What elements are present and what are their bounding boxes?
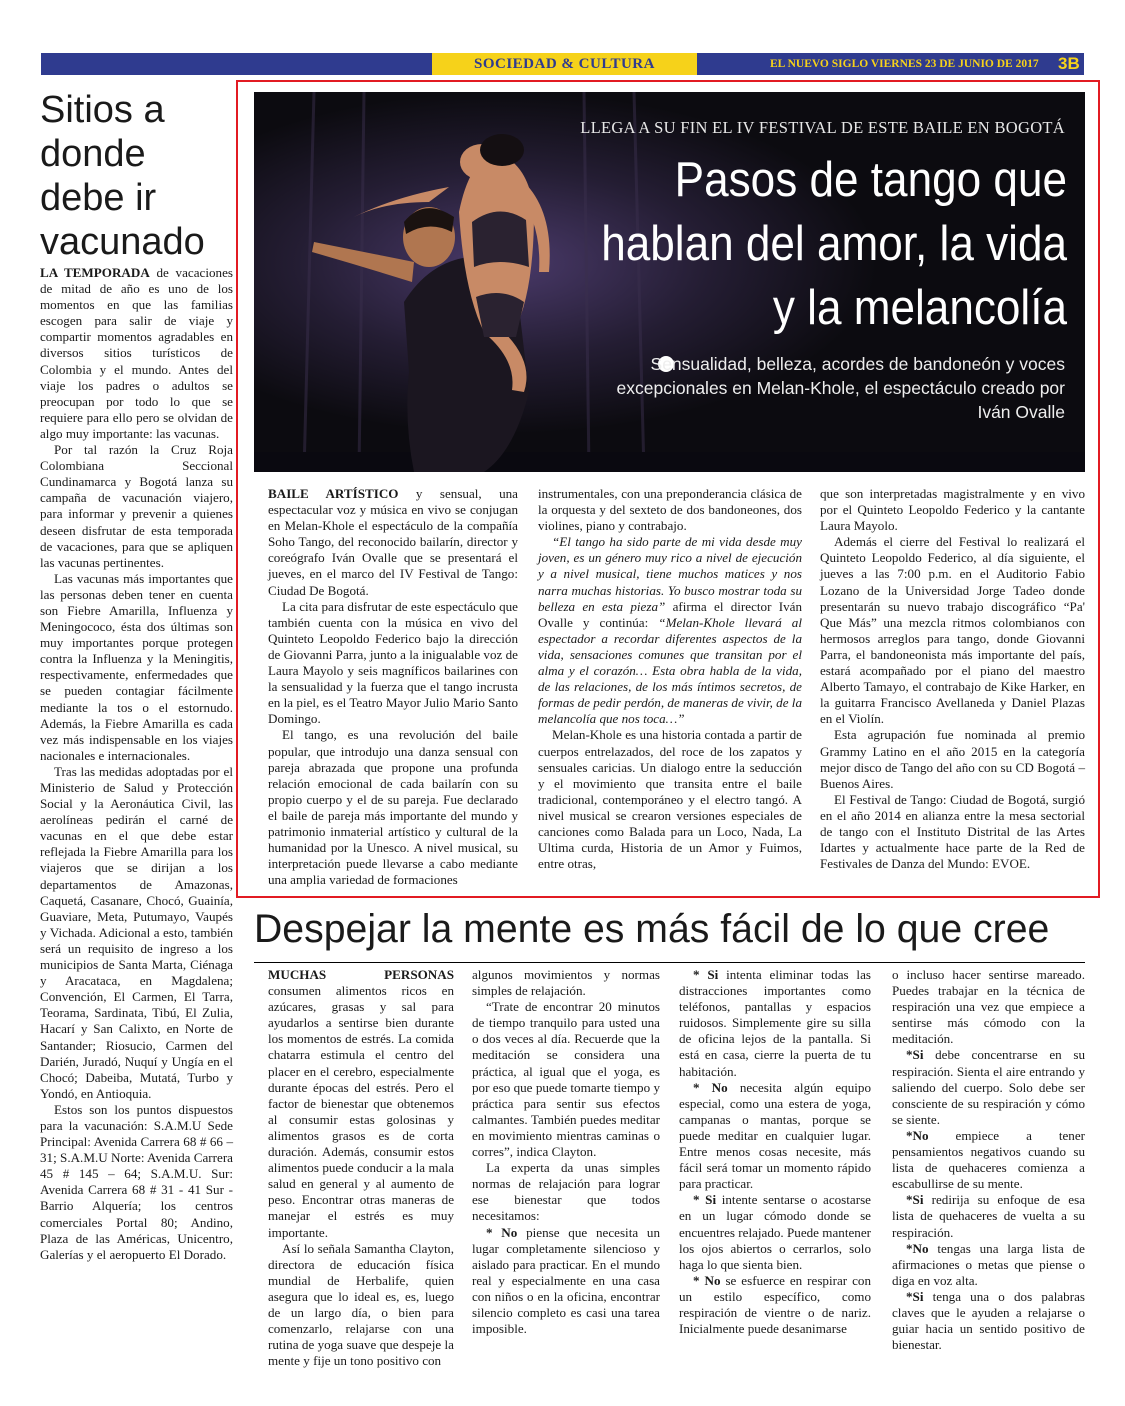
paragraph: empiece a tener pensamientos negativos cuando su lista de quehaceres comienza a escabullirse de su mente.: [892, 1127, 1085, 1192]
feature-deck: Sensualidad, belleza, acordes de bandoneón y voces excepcionales en Melan-Khole, el espectáculo creado por Iván Ovalle: [616, 354, 1065, 422]
feature-headline: Pasos de tango que hablan del amor, la vida y la melancolía: [601, 153, 1067, 335]
bullet-key: * No: [693, 1079, 728, 1095]
section-label: SOCIEDAD & CULTURA: [432, 53, 697, 75]
paragraph: necesita algún equipo especial, como una estera de yoga, campanas o mantas, porque se puede meditar en cualquier lugar. Entre menos cosas necesite, más fácil será tomar un momento rápido para practicar.: [679, 1079, 871, 1192]
paragraph: tengas una larga lista de afirmaciones o metas que piense o diga en voz alta.: [892, 1240, 1085, 1288]
paragraph: intenta eliminar todas las distracciones importantes como teléfonos, pantallas y espacios ruidosos. Simplemente gire su silla de oficina lejos de la pantalla. Si está en casa, cierre la puerta de tu habitación.: [679, 967, 871, 1079]
paragraph: consumen alimentos ricos en azúcares, grasas y sal para ayudarlos a sentirse bien durante los momentos de estrés. La comida chatarra estimula el centro del placer en el cerebro, especialmente durante épocas del estrés. Pero el factor de bienestar que obtenemos al consumir estas golosinas y alimentos grasos es de corta duración. Además, consumir estos alimentos puede conducir a la mala salud en general y al aumento de peso. Encontrar otras maneras de manejar el estrés es muy importante.: [268, 983, 454, 1240]
bullet-key: * No: [486, 1224, 518, 1240]
left-article-body: [40, 265, 233, 1263]
bullet-key: * No: [693, 1272, 721, 1288]
paragraph: La experta da unas simples normas de relajación para lograr ese bienestar que todos necesitamos:: [472, 1160, 660, 1224]
paragraph: de vacaciones de mitad de año es uno de los momentos en que las familias escogen para salir de viaje y compartir momentos agradables en diversos sitios turísticos de Colombia y el mundo. Antes del viaje los padres o adultos se preocupan por todo lo que se requiere para ello pero se olvidan de algo muy importante: las vacunas.: [40, 265, 233, 441]
bottom-column-4: [892, 967, 1085, 1353]
paragraph: Así lo señala Samantha Clayton, directora de educación física mundial de Herbalife, quien asegura que lo ideal es, es, luego de un largo día, o bien para comenzarlo, relajarse con una rutina de yoga suave que despeje la mente y fije un tono positivo con: [268, 1240, 454, 1369]
paragraph: Las vacunas más importantes que las personas deben tener en cuenta son Fiebre Amarilla, Influenza y Meningococo, ésta dos últimas son muy importantes porque protegen contra la Influenza y la Meningitis, respectivamente, enfermedades que se pueden contagiar fácilmente mediante la tos o el estornudo. Además, la Fiebre Amarilla es cada vez más indispensable en los viajes nacionales e internacionales.: [40, 570, 233, 763]
quote: “El tango ha sido parte de mi vida desde muy joven, es un género muy rico a nivel de ejecución y a nivel musical, tiene muchos matices y nos narra muchas historias. Yo busco mostrar toda su belleza en esta pieza”: [538, 534, 802, 614]
paragraph: Por tal razón la Cruz Roja Colombiana Seccional Cundinamarca y Bogotá lanza su campaña de vacunación viajero, para informar y prevenir a quienes deseen disfrutar de esta temporada de vacaciones, para que se apliquen las vacunas pertinentes.: [40, 442, 233, 570]
bottom-column-3: [679, 967, 871, 1337]
paragraph: Estos son los puntos dispuestos para la vacunación: S.A.M.U Sede Principal: Avenida Carrera 68 # 66 – 31; S.A.M.U Norte: Avenida Carrera 45 # 145 – 64; S.A.M.U. Sur: Avenida Carrera 68 # 31 - 41 Sur - Barrio Alquería; los centros comerciales Portal 80; Andino, Plaza de las Américas, Unicentro, Galerías y el aeropuerto El Dorado.: [40, 1101, 233, 1262]
paragraph: Melan-Khole es una historia contada a partir de cuerpos entrelazados, del roce de los zapatos y sensuales caricias. Un dialogo entre la seducción y el movimiento que transita entre el baile tradicional, contemporáneo y el electro tangó. A nivel musical se crearon versiones especiales de canciones como Balada para un Loco, Nada, La Ultima curda, Historia de un Amor y Fuimos, entre otras,: [538, 727, 802, 872]
bullet-key: * Si: [693, 1192, 717, 1208]
left-article-lead: LA TEMPORADA: [40, 265, 150, 280]
paragraph: se esfuerce en respirar con un estilo específico, como respiración de vientre o de nariz. Inicialmente puede desanimarse: [679, 1272, 871, 1337]
feature-lead: BAILE ARTÍSTICO: [268, 486, 399, 501]
paragraph: Además el cierre del Festival lo realizará el Quinteto Leopoldo Federico, al día siguiente, el jueves a las 7:00 p.m. en el Auditorio Fabio Lozano de la Universidad Jorge Tadeo donde presentarán su nuevo trabajo discográfico “Pa' Que Más” una mezcla ritmos colombianos con hermosos arreglos para tango, donde Giovanni Parra, el bandoneonista más importante del país, estará acompañado por el piano del maestro Alberto Tamayo, el contrabajo de Kike Harker, en la guitarra Francisco Avellaneda y Daniel Plazas en el Violín.: [820, 534, 1085, 727]
paragraph: algunos movimientos y normas simples de relajación.: [472, 967, 660, 999]
feature-column-3: [820, 486, 1085, 872]
feature-column-2: [538, 486, 802, 872]
bullet-key: *Si: [906, 1192, 924, 1208]
bullet-key: *Si: [906, 1288, 924, 1304]
bottom-article-headline: Despejar la mente es más fácil de lo que cree: [254, 907, 1050, 951]
bullet-key: * Si: [693, 967, 719, 982]
bullet-key: *Si: [906, 1047, 924, 1063]
feature-kicker: LLEGA A SU FIN EL IV FESTIVAL DE ESTE BAILE EN BOGOTÁ: [580, 118, 1065, 137]
paragraph: Esta agrupación fue nominada al premio Grammy Latino en el año 2015 en la categoría mejor disco de Tango del año con su CD Bogotá – Buenos Aires.: [820, 727, 1085, 791]
paragraph: piense que necesita un lugar completamente silencioso y aislado para practicar. En el mundo real y especialmente en una casa con niños o en la oficina, encontrar silencio completo es casi una tarea imposible.: [472, 1224, 660, 1337]
paragraph: afirma el director Iván Ovalle y continúa:: [538, 598, 802, 630]
feature-column-1: [268, 486, 518, 888]
paragraph: intente sentarse o acostarse en un lugar cómodo donde se encuentres relajado. Puede mantener los ojos abiertos o cerrarlos, solo haga lo que sienta bien.: [679, 1192, 871, 1272]
paragraph: La cita para disfrutar de este espectáculo que también cuenta con la música en vivo del Quinteto Leopoldo Federico bajo la dirección de Giovanni Parra, junto a la inigualable voz de Laura Mayolo y seis magníficos bailarines con la sensualidad y la fuerza que el tango incrusta en la piel, es el Teatro Mayor Julio Mario Santo Domingo.: [268, 598, 518, 727]
divider: [254, 962, 1085, 963]
paragraph: Tras las medidas adoptadas por el Ministerio de Salud y Protección Social y la Aeronáutica Civil, las aerolíneas pedirán el carné de vacunas en el que debe estar reflejada la Fiebre Amarilla para los viajeros que se dirijan a los departamentos de Amazonas, Caquetá, Casanare, Chocó, Guainía, Guaviare, Meta, Putumayo, Vaupés y Vichada. Adicional a esto, también será un requisito de ingreso a los municipios de Santa Marta, Ciénaga y Aracataca, en Magdalena; Convención, El Carmen, El Tarra, Teorama, Sardinata, Tibú, El Zulia, Hacarí y San Calixto, en Norte de Santander; Riosucio, Carmen del Darién, Juradó, Nuquí y Ungía en el Chocó; Dabeiba, Mutatá, Turbo y Yondó, en Antioquia.: [40, 763, 233, 1101]
left-article-title: Sitios a donde debe ir vacunado: [40, 89, 205, 263]
bottom-column-1: [268, 967, 454, 1369]
bottom-lead: MUCHAS PERSONAS: [268, 967, 454, 982]
paragraph: “Trate de encontrar 20 minutos de tiempo tranquilo para usted una o dos veces al día. Recuerde que la meditación se considera una práctica, al igual que el yoga, es por eso que puede tomarte tiempo y práctica para sentir sus efectos calmantes. También puedes meditar en movimiento mientras caminas o corres”, indica Clayton.: [472, 999, 660, 1160]
paragraph: y sensual, una espectacular voz y música en vivo se conjugan en Melan-Khole el espectáculo de la compañía Soho Tango, del reconocido bailarín, director y coreógrafo Iván Ovalle que se presentará el jueves, en el marco del IV Festival de Tango: Ciudad De Bogotá.: [268, 486, 518, 598]
paragraph: El Festival de Tango: Ciudad de Bogotá, surgió en el año 2014 en alianza entre la mesa sectorial de tango con el Instituto Distrital de las Artes Idartes y actualmente hace parte de la Red de Festivales de Danza del Mundo: EVOE.: [820, 791, 1085, 872]
paragraph: El tango, es una revolución del baile popular, que introdujo una danza sensual con pareja abrazada que propone una profunda relación emocional de cada bailarín con su propio cuerpo y el de su pareja. Fue declarado el baile de pareja más importante del mundo y patrimonio inmaterial artístico y cultural de la humanidad por la Unesco. A nivel musical, su interpretación puede llevarse a cabo mediante una amplia variedad de formaciones: [268, 727, 518, 888]
bullet-key: *No: [906, 1127, 929, 1143]
paragraph: redirija su enfoque de esa lista de quehaceres de vuelta a su respiración.: [892, 1192, 1085, 1240]
dateline: EL NUEVO SIGLO VIERNES 23 DE JUNIO DE 2017: [770, 58, 1039, 70]
bottom-column-2: [472, 967, 660, 1337]
paragraph: instrumentales, con una preponderancia clásica de la orquesta y del sexteto de dos bandoneones, dos violines, piano y contrabajo.: [538, 486, 802, 534]
bullet-key: *No: [906, 1240, 929, 1256]
page-number: 3B: [1058, 54, 1080, 73]
paragraph: debe concentrarse en su respiración. Sienta el aire entrando y saliendo del cuerpo. Solo debe ser consciente de su respiración y cómo se siente.: [892, 1047, 1085, 1127]
quote: “Melan-Khole llevará al espectador a recordar diferentes aspectos de la vida, sensaciones comunes que transitan por el alma y el corazón… Esta obra habla de la vida, de las relaciones, de los más íntimos secretos, de formas de pedir perdón, de maneras de vivir, de la melancolía que nos toca…”: [538, 614, 802, 727]
paragraph: que son interpretadas magistralmente y en vivo por el Quinteto Leopoldo Federico y la cantante Laura Mayolo.: [820, 486, 1085, 534]
paragraph: o incluso hacer sentirse mareado. Puedes trabajar en la técnica de respiración una vez que empiece a sentirse más cómodo con la meditación.: [892, 967, 1085, 1047]
paragraph: tenga una o dos palabras claves que le ayuden a relajarse o guiar hacia un sentido positivo de bienestar.: [892, 1288, 1085, 1353]
